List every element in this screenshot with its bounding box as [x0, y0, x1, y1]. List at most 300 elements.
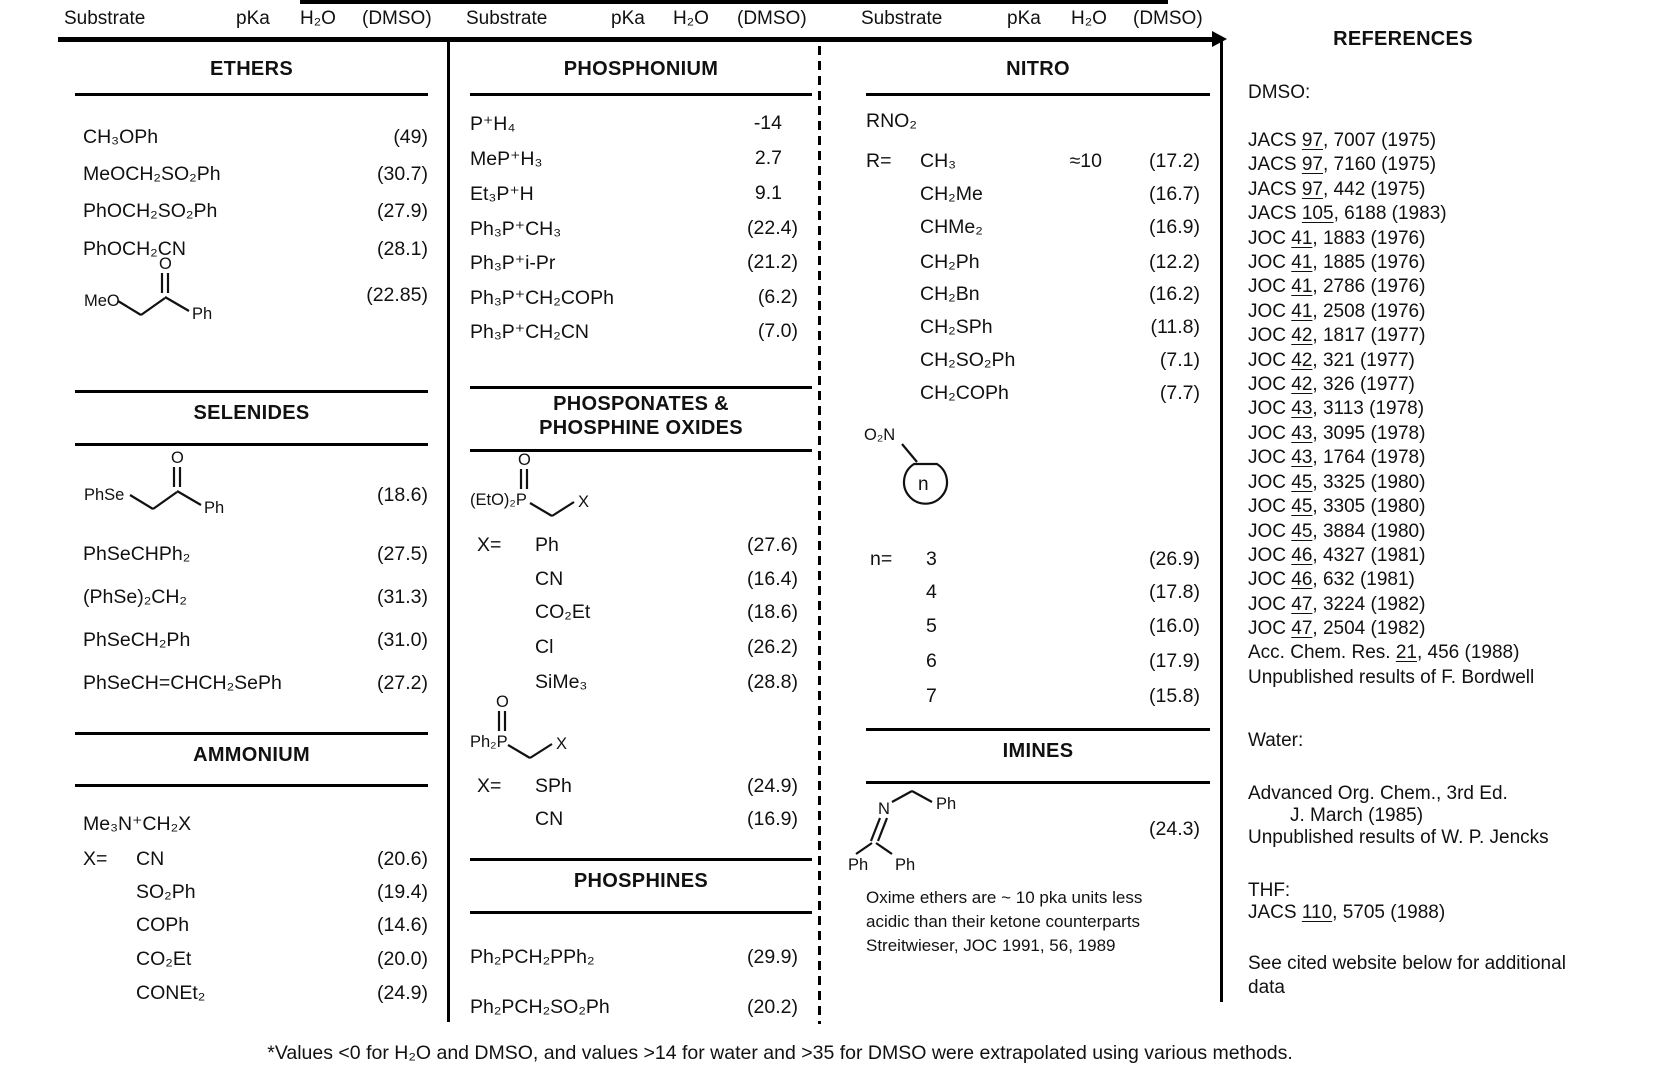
- pka-dmso-value: (27.9): [377, 200, 428, 222]
- pka-dmso-value: (28.1): [377, 238, 428, 260]
- reference-item: [1248, 228, 1425, 250]
- table-row: [83, 126, 428, 152]
- volume: 97: [1301, 179, 1323, 200]
- reference-item: [1248, 350, 1415, 372]
- volume: 45: [1291, 496, 1313, 517]
- pka-dmso-value: (16.0): [1149, 615, 1200, 637]
- journal: JOC: [1248, 228, 1292, 249]
- substrate-formula: Ph₃P⁺CH₃: [470, 218, 562, 240]
- reference-item: [1248, 301, 1425, 323]
- pka-dmso-value: (21.2): [747, 251, 798, 273]
- pka-dmso-value: (15.8): [1149, 685, 1200, 707]
- pka-dmso-value: (27.2): [377, 672, 428, 694]
- volume: 45: [1291, 521, 1313, 542]
- pka-dmso-value: (31.0): [377, 629, 428, 651]
- journal: JOC: [1248, 521, 1292, 542]
- table-row: [470, 601, 798, 627]
- structure-label: (EtO)₂P: [470, 491, 527, 509]
- table-row: [866, 615, 1200, 641]
- table-row: [866, 283, 1200, 309]
- col2-header-h2o: H₂O: [673, 8, 709, 29]
- pages-year: , 3224 (1982): [1312, 594, 1426, 615]
- reference-item: [1248, 545, 1425, 567]
- journal: JOC: [1248, 398, 1292, 419]
- substrate-formula: PhOCH₂SO₂Ph: [83, 200, 218, 222]
- substrate-formula: P⁺H₄: [470, 113, 516, 135]
- pka-dmso-value: (18.6): [747, 601, 798, 623]
- x-equals-label: X=: [477, 534, 502, 556]
- substituent: CH₂SPh: [920, 316, 993, 338]
- section-line: [75, 784, 428, 787]
- substrate-formula: CH₃OPh: [83, 126, 159, 148]
- pages-year: , 7007 (1975): [1323, 130, 1437, 151]
- substituent: SO₂Ph: [136, 881, 196, 903]
- pka-h2o-value: 2.7: [754, 147, 782, 169]
- table-row: [470, 568, 798, 594]
- reference-item: [1248, 374, 1415, 396]
- pages-year: , 2786 (1976): [1312, 276, 1426, 297]
- divider-col2-col3-dashed: [818, 46, 821, 1024]
- x-substituent-label: X: [578, 493, 590, 511]
- col3-header-pka: pKa: [1007, 8, 1041, 29]
- pka-dmso-value: (16.4): [747, 568, 798, 590]
- structure-label: Ph: [192, 305, 213, 323]
- table-row: [83, 848, 428, 874]
- pages-year: , 3305 (1980): [1312, 496, 1426, 517]
- pka-h2o-value: ≈10: [1069, 150, 1102, 172]
- journal: JOC: [1248, 423, 1292, 444]
- table-row: [866, 251, 1200, 277]
- col3-header-substrate: Substrate: [861, 8, 943, 29]
- volume: 41: [1291, 252, 1313, 273]
- pages-year: , 3113 (1978): [1312, 398, 1425, 419]
- table-row: [866, 650, 1200, 676]
- pages-year: , 2508 (1976): [1312, 301, 1426, 322]
- pages-year: , 321 (1977): [1312, 350, 1415, 371]
- table-row: [470, 808, 798, 834]
- table-row: [83, 200, 428, 226]
- journal: JOC: [1248, 618, 1292, 639]
- volume: 43: [1291, 423, 1313, 444]
- volume: 41: [1291, 228, 1313, 249]
- substrate-formula: PhOCH₂CN: [83, 238, 186, 260]
- reference-item: [1248, 447, 1425, 469]
- section-line: [866, 728, 1210, 731]
- table-row: [83, 914, 428, 940]
- journal: JOC: [1248, 447, 1292, 468]
- section-line: [470, 858, 812, 861]
- imine-n-label: N: [878, 800, 890, 818]
- pka-dmso-value: (20.2): [747, 996, 798, 1018]
- p-oxide-o-label: O: [496, 694, 509, 711]
- volume: 97: [1301, 154, 1323, 175]
- pka-dmso-value: (11.8): [1150, 316, 1200, 338]
- section-title-line1: PHOSPONATES &: [553, 393, 729, 415]
- x-substituent-label: X: [556, 735, 568, 753]
- substrate-formula: PhSeCHPh₂: [83, 543, 191, 565]
- section-line: [470, 386, 812, 389]
- section-line: [75, 390, 428, 393]
- pka-dmso-value: (7.0): [757, 320, 798, 342]
- substituent: CO₂Et: [535, 601, 591, 623]
- substrate-formula: Ph₂PCH₂PPh₂: [470, 946, 595, 968]
- ring-size-label: n: [918, 474, 929, 495]
- table-row: [83, 982, 428, 1008]
- volume: 47: [1291, 594, 1313, 615]
- p-oxide-o-label: O: [518, 452, 531, 469]
- pka-dmso-value: (16.7): [1149, 183, 1200, 205]
- structure-label: Ph: [895, 856, 916, 874]
- structure-phosphonate: [470, 452, 620, 522]
- journal: JACS: [1248, 154, 1302, 175]
- pages-year: , 3095 (1978): [1312, 423, 1426, 444]
- reference-item: [1248, 130, 1436, 152]
- pages-year: , 1764 (1978): [1312, 447, 1426, 468]
- reference-item: [1248, 472, 1425, 494]
- table-row: [470, 636, 798, 662]
- volume: 42: [1291, 374, 1313, 395]
- references-water-label: Water:: [1248, 730, 1304, 751]
- references-thf-label: THF:: [1248, 880, 1291, 901]
- ring-size-value: 7: [926, 685, 937, 707]
- reference-item: [1248, 594, 1425, 616]
- nitro-group-label: O₂N: [864, 426, 896, 444]
- reference-item: [1248, 496, 1425, 518]
- structure-nitrocycloalkane: [862, 420, 972, 512]
- table-row: [866, 685, 1200, 711]
- pka-dmso-value: (19.4): [377, 881, 428, 903]
- table-row: [83, 672, 428, 698]
- journal: JACS: [1248, 203, 1302, 224]
- reference-item: [1248, 902, 1445, 924]
- table-row: [470, 534, 798, 560]
- table-row: [83, 586, 428, 612]
- col1-header-substrate: Substrate: [64, 8, 146, 29]
- col1-header-pka: pKa: [236, 8, 270, 29]
- structure-label: Ph: [848, 856, 869, 874]
- pka-dmso-value: (28.8): [747, 671, 798, 693]
- section-line: [470, 93, 812, 96]
- col1-header-h2o: H₂O: [300, 8, 336, 29]
- table-row: [866, 581, 1200, 607]
- table-row: [470, 112, 798, 138]
- divider-col1-col2: [447, 40, 450, 1022]
- volume: 43: [1291, 398, 1313, 419]
- journal: JACS: [1248, 130, 1302, 151]
- section-title-imines: IMINES: [1002, 740, 1074, 762]
- pka-dmso-value: (7.7): [1159, 382, 1200, 404]
- section-line: [75, 732, 428, 735]
- substituent: CN: [535, 808, 564, 830]
- substituent: CH₂Ph: [920, 251, 980, 273]
- pages-year: , 4327 (1981): [1312, 545, 1426, 566]
- journal: JOC: [1248, 325, 1292, 346]
- pka-dmso-value: (29.9): [747, 946, 798, 968]
- pka-dmso-value: (27.6): [747, 534, 798, 556]
- pages-year: , 3884 (1980): [1312, 521, 1426, 542]
- reference-item: [1248, 179, 1425, 201]
- reference-item: [1248, 618, 1425, 640]
- n-equals-label: n=: [870, 548, 893, 570]
- substituent: CH₃: [920, 150, 957, 172]
- reference-item: [1248, 276, 1425, 298]
- pka-dmso-value: (18.6): [377, 484, 428, 506]
- substituent: CO₂Et: [136, 948, 192, 970]
- structure-label: PhSe: [84, 486, 125, 504]
- section-line: [75, 443, 428, 446]
- table-row: [470, 217, 798, 243]
- table-row: [83, 812, 428, 838]
- substrate-formula: MeP⁺H₃: [470, 148, 543, 170]
- volume: 110: [1301, 902, 1333, 923]
- pka-dmso-value: (14.6): [377, 914, 428, 936]
- pka-h2o-value: -14: [753, 112, 782, 134]
- volume: 46: [1291, 569, 1313, 590]
- pka-dmso-value: (17.8): [1149, 581, 1200, 603]
- volume: 42: [1291, 350, 1313, 371]
- bond-lines: [521, 469, 574, 516]
- section-title-phosphonium: PHOSPHONIUM: [563, 58, 719, 80]
- ring-size-value: 3: [926, 548, 937, 570]
- table-row: [83, 484, 428, 510]
- structure-label: Ph: [204, 499, 225, 517]
- reference-item: [1248, 667, 1534, 689]
- table-row: [83, 881, 428, 907]
- table-row: [470, 182, 798, 208]
- reference-item: [1248, 521, 1425, 543]
- pages-year: , 7160 (1975): [1323, 154, 1437, 175]
- reference-item: [1248, 398, 1424, 420]
- substituent: Ph: [535, 534, 559, 556]
- references-website-note-line1: See cited website below for additional: [1248, 953, 1566, 974]
- table-row: [866, 316, 1200, 342]
- substrate-formula: PhSeCH₂Ph: [83, 629, 191, 651]
- substituent: CH₂Me: [920, 183, 983, 205]
- section-line: [866, 93, 1210, 96]
- volume: 45: [1291, 472, 1313, 493]
- table-row: [470, 320, 798, 346]
- reference-item: [1248, 325, 1425, 347]
- table-row: [866, 110, 1200, 136]
- journal: JOC: [1248, 374, 1292, 395]
- structure-label: MeO: [84, 292, 120, 310]
- section-title-ethers: ETHERS: [210, 58, 293, 80]
- section-title-line2: PHOSPHINE OXIDES: [539, 417, 743, 439]
- carbonyl-o-label: O: [159, 256, 172, 273]
- substituent: CH₂Bn: [920, 283, 980, 305]
- table-row: [83, 284, 428, 310]
- journal: JOC: [1248, 569, 1292, 590]
- substituent: CH₂COPh: [920, 382, 1009, 404]
- table-row: [866, 349, 1200, 375]
- substituent: COPh: [136, 914, 190, 936]
- journal: Unpublished results of F. Bordwell: [1248, 667, 1535, 688]
- col2-header-substrate: Substrate: [466, 8, 548, 29]
- ring-size-value: 5: [926, 615, 937, 637]
- r-equals-label: R=: [866, 150, 892, 172]
- journal: JOC: [1248, 496, 1292, 517]
- section-line: [470, 911, 812, 914]
- section-title-phosphines: PHOSPHINES: [573, 870, 709, 892]
- pka-h2o-value: 9.1: [754, 182, 782, 204]
- table-row: [470, 946, 798, 972]
- journal: JOC: [1248, 594, 1292, 615]
- divider-col3-references: [1220, 40, 1223, 1002]
- substituent: CHMe₂: [920, 216, 983, 238]
- table-row: [866, 216, 1200, 242]
- pka-dmso-value: (30.7): [377, 163, 428, 185]
- col3-header-h2o: H₂O: [1071, 8, 1107, 29]
- oxime-note-line3: Streitwieser, JOC 1991, 56, 1989: [866, 936, 1116, 955]
- substrate-formula: (PhSe)₂CH₂: [83, 586, 187, 608]
- pages-year: , 326 (1977): [1312, 374, 1415, 395]
- journal: Acc. Chem. Res.: [1248, 642, 1396, 663]
- journal: JOC: [1248, 350, 1292, 371]
- reference-item: [1248, 569, 1415, 591]
- pka-dmso-value: (31.3): [377, 586, 428, 608]
- substituent: Cl: [535, 636, 554, 658]
- table-row: [470, 775, 798, 801]
- table-row: [83, 948, 428, 974]
- pka-dmso-value: (22.4): [747, 217, 798, 239]
- section-title-selenides: SELENIDES: [193, 402, 310, 424]
- substituent: CN: [136, 848, 165, 870]
- pages-year: , 1817 (1977): [1312, 325, 1426, 346]
- volume: 43: [1291, 447, 1313, 468]
- section-title-ammonium: AMMONIUM: [193, 744, 310, 766]
- journal: JACS: [1248, 902, 1302, 923]
- pages-year: , 2504 (1982): [1312, 618, 1426, 639]
- pages-year: , 442 (1975): [1323, 179, 1426, 200]
- table-row: [866, 150, 1200, 176]
- top-edge-rule-fragment: [300, 0, 1168, 4]
- header-rule: [58, 37, 1216, 42]
- pka-dmso-value: (27.5): [377, 543, 428, 565]
- pages-year: , 5705 (1988): [1332, 902, 1446, 923]
- table-row: [470, 147, 798, 173]
- volume: 46: [1291, 545, 1313, 566]
- structure-label: Ph: [936, 795, 957, 813]
- table-row: [866, 818, 1200, 844]
- pages-year: , 1883 (1976): [1312, 228, 1426, 249]
- oxime-note-line2: acidic than their ketone counterparts: [866, 912, 1141, 931]
- x-equals-label: X=: [477, 775, 502, 797]
- table-row: [470, 996, 798, 1022]
- pka-dmso-value: (16.9): [1149, 216, 1200, 238]
- substrate-formula: RNO₂: [866, 110, 917, 132]
- col2-header-pka: pKa: [611, 8, 645, 29]
- table-row: [470, 251, 798, 277]
- reference-item: [1248, 203, 1447, 225]
- col1-header-dmso: (DMSO): [362, 8, 432, 29]
- section-line: [75, 93, 428, 96]
- table-row: [83, 629, 428, 655]
- pages-year: , 3325 (1980): [1312, 472, 1426, 493]
- table-row: [866, 548, 1200, 574]
- journal: JACS: [1248, 179, 1302, 200]
- substrate-formula: MeOCH₂SO₂Ph: [83, 163, 221, 185]
- volume: 97: [1301, 130, 1323, 151]
- pka-dmso-value: (16.2): [1149, 283, 1200, 305]
- pka-dmso-value: (17.2): [1149, 150, 1200, 172]
- journal: JOC: [1248, 252, 1292, 273]
- pka-dmso-value: (6.2): [757, 286, 798, 308]
- volume: 105: [1301, 203, 1334, 224]
- pages-year: , 632 (1981): [1312, 569, 1415, 590]
- pka-dmso-value: (24.9): [377, 982, 428, 1004]
- substrate-formula: Ph₃P⁺CH₂COPh: [470, 287, 614, 309]
- volume: 41: [1291, 301, 1313, 322]
- section-title-nitro: NITRO: [1006, 58, 1070, 80]
- substituent: CN: [535, 568, 564, 590]
- pka-dmso-value: (49): [393, 126, 428, 148]
- pka-dmso-value: (24.3): [1149, 818, 1200, 840]
- carbonyl-o-label: O: [171, 450, 184, 467]
- structure-phosphine-oxide: [470, 694, 620, 764]
- substrate-formula: Me₃N⁺CH₂X: [83, 813, 192, 835]
- references-title: REFERENCES: [1333, 28, 1473, 50]
- table-row: [866, 183, 1200, 209]
- table-row: [83, 163, 428, 189]
- table-row: [866, 382, 1200, 408]
- x-equals-label: X=: [83, 848, 108, 870]
- extrapolation-footnote: *Values <0 for H₂O and DMSO, and values >14 for water and >35 for DMSO were extrapolated using various methods.: [267, 1042, 1293, 1064]
- pka-dmso-value: (20.6): [377, 848, 428, 870]
- pages-year: , 6188 (1983): [1333, 203, 1447, 224]
- journal: JOC: [1248, 472, 1292, 493]
- journal: JOC: [1248, 276, 1292, 297]
- section-line: [866, 781, 1210, 784]
- substituent: SPh: [535, 775, 572, 797]
- substrate-formula: Ph₂PCH₂SO₂Ph: [470, 996, 610, 1018]
- table-row: [470, 286, 798, 312]
- reference-item: J. March (1985): [1290, 805, 1424, 826]
- pka-dmso-value: (7.1): [1159, 349, 1200, 371]
- col2-header-dmso: (DMSO): [737, 8, 807, 29]
- reference-item: Unpublished results of W. P. Jencks: [1248, 827, 1549, 848]
- col3-header-dmso: (DMSO): [1133, 8, 1203, 29]
- pka-dmso-value: (16.9): [747, 808, 798, 830]
- pka-dmso-value: (26.9): [1149, 548, 1200, 570]
- substrate-formula: Et₃P⁺H: [470, 183, 534, 205]
- volume: 42: [1291, 325, 1313, 346]
- reference-item: [1248, 642, 1519, 664]
- reference-item: [1248, 154, 1436, 176]
- pages-year: , 1885 (1976): [1312, 252, 1426, 273]
- substrate-formula: PhSeCH=CHCH₂SePh: [83, 672, 282, 694]
- structure-label: Ph₂P: [470, 733, 508, 751]
- pka-dmso-value: (20.0): [377, 948, 428, 970]
- volume: 21: [1395, 642, 1417, 663]
- pka-dmso-value: (26.2): [747, 636, 798, 658]
- oxime-note-line1: Oxime ethers are ~ 10 pka units less: [866, 888, 1143, 907]
- journal: JOC: [1248, 545, 1292, 566]
- substrate-formula: Ph₃P⁺CH₂CN: [470, 321, 589, 343]
- pka-dmso-value: (12.2): [1149, 251, 1200, 273]
- pka-dmso-value: (24.9): [747, 775, 798, 797]
- reference-item: [1248, 423, 1425, 445]
- reference-item: [1248, 252, 1425, 274]
- pka-dmso-value: (22.85): [366, 284, 428, 306]
- reference-item: Advanced Org. Chem., 3rd Ed.: [1248, 783, 1508, 804]
- substituent: SiMe₃: [535, 671, 588, 693]
- volume: 47: [1291, 618, 1313, 639]
- ring-size-value: 6: [926, 650, 937, 672]
- substituent: CH₂SO₂Ph: [920, 349, 1016, 371]
- journal: JOC: [1248, 301, 1292, 322]
- pka-dmso-value: (17.9): [1149, 650, 1200, 672]
- volume: 41: [1291, 276, 1313, 297]
